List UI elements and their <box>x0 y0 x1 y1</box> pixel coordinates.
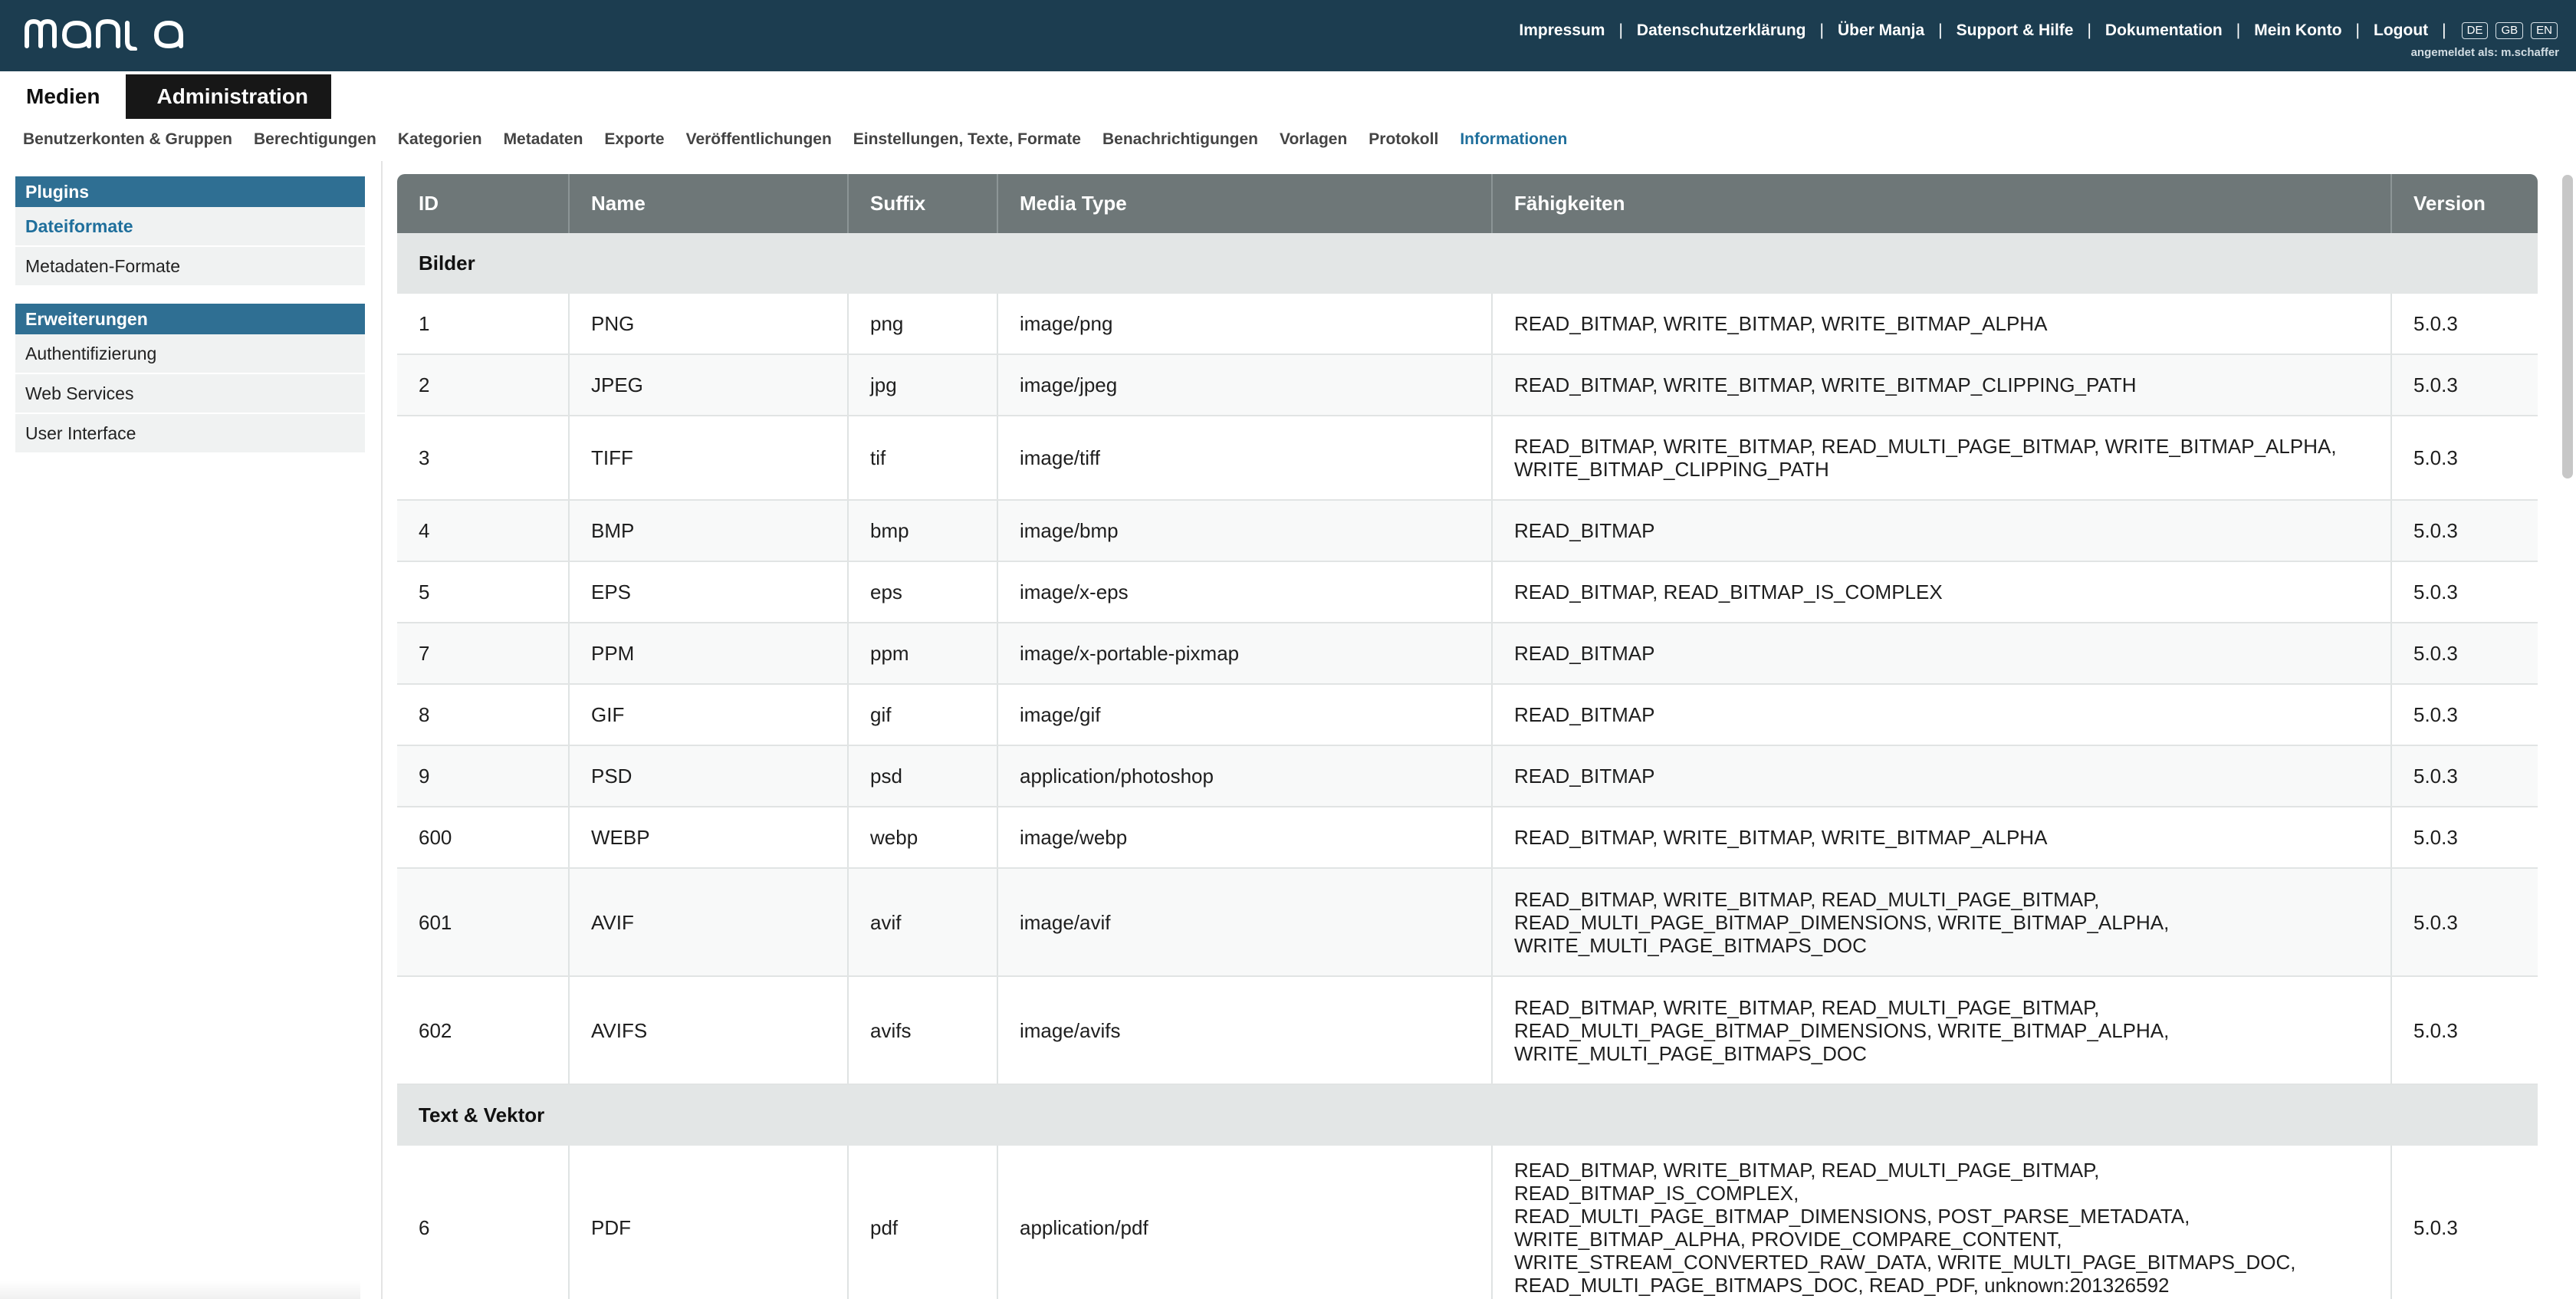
sidebar-item-authentication[interactable]: Authentifizierung <box>15 334 365 374</box>
cell-name: PNG <box>569 294 848 354</box>
main-tabs <box>0 74 331 119</box>
cell-media-type: image/avif <box>997 868 1492 976</box>
column-header-name[interactable]: Name <box>569 174 848 233</box>
cell-capabilities: READ_BITMAP, WRITE_BITMAP, WRITE_BITMAP_CLIPPING_PATH <box>1492 354 2391 416</box>
documentation-link[interactable]: Dokumentation <box>2104 21 2223 39</box>
cell-name: BMP <box>569 500 848 561</box>
file-formats-table <box>397 174 2538 1299</box>
cell-version: 5.0.3 <box>2391 976 2538 1084</box>
cell-suffix: eps <box>848 561 997 623</box>
sidebar-plugins-heading: Plugins <box>15 176 365 207</box>
table-row[interactable] <box>397 807 2538 868</box>
cell-version: 5.0.3 <box>2391 1146 2538 1299</box>
cell-id: 2 <box>397 354 569 416</box>
cell-name: AVIFS <box>569 976 848 1084</box>
bottom-shadow <box>0 1281 360 1299</box>
cell-media-type: application/pdf <box>997 1146 1492 1299</box>
cell-id: 1 <box>397 294 569 354</box>
table-row[interactable] <box>397 561 2538 623</box>
cell-capabilities: READ_BITMAP <box>1492 623 2391 684</box>
cell-capabilities: READ_BITMAP, WRITE_BITMAP, READ_MULTI_PAGE_BITMAP, READ_MULTI_PAGE_BITMAP_DIMENSIONS, WRITE_BITMAP_ALPHA, WRITE_MULTI_PAGE_BITMAPS_DOC <box>1492 868 2391 976</box>
cell-capabilities: READ_BITMAP <box>1492 745 2391 807</box>
cell-capabilities: READ_BITMAP, WRITE_BITMAP, READ_MULTI_PAGE_BITMAP, READ_BITMAP_IS_COMPLEX, READ_MULTI_PAGE_BITMAP_DIMENSIONS, POST_PARSE_METADATA, WRITE_BITMAP_ALPHA, PROVIDE_COMPARE_CONTENT, WRITE_STREAM_CONVERTED_RAW_DATA, WRITE_MULTI_PAGE_BITMAPS_DOC, READ_MULTI_PAGE_BITMAPS_DOC, READ_PDF, unknown:201326592 <box>1492 1146 2391 1299</box>
cell-suffix: jpg <box>848 354 997 416</box>
page-scrollbar-thumb[interactable] <box>2562 175 2573 478</box>
cell-id: 3 <box>397 416 569 500</box>
cell-suffix: ppm <box>848 623 997 684</box>
cell-name: TIFF <box>569 416 848 500</box>
cell-version: 5.0.3 <box>2391 868 2538 976</box>
cell-version: 5.0.3 <box>2391 684 2538 745</box>
cell-suffix: webp <box>848 807 997 868</box>
column-header-id[interactable]: ID <box>397 174 569 233</box>
sidebar-extensions <box>15 304 365 454</box>
table-body <box>397 233 2538 1299</box>
logout-link[interactable]: Logout <box>2374 21 2429 39</box>
lang-gb-button[interactable]: GB <box>2496 22 2523 39</box>
cell-version: 5.0.3 <box>2391 623 2538 684</box>
cell-id: 4 <box>397 500 569 561</box>
support-link[interactable]: Support & Hilfe <box>1956 21 2074 39</box>
lang-de-button[interactable]: DE <box>2462 22 2489 39</box>
cell-version: 5.0.3 <box>2391 500 2538 561</box>
subnav-settings[interactable]: Einstellungen, Texte, Formate <box>853 130 1081 148</box>
table-row[interactable] <box>397 500 2538 561</box>
table-row[interactable] <box>397 684 2538 745</box>
group-title: Text & Vektor <box>397 1084 2538 1146</box>
cell-media-type: image/jpeg <box>997 354 1492 416</box>
cell-version: 5.0.3 <box>2391 807 2538 868</box>
cell-media-type: image/avifs <box>997 976 1492 1084</box>
subnav-publications[interactable]: Veröffentlichungen <box>685 130 832 148</box>
cell-id: 7 <box>397 623 569 684</box>
subnav-accounts[interactable]: Benutzerkonten & Gruppen <box>23 130 233 148</box>
cell-version: 5.0.3 <box>2391 354 2538 416</box>
table-group-row <box>397 1084 2538 1146</box>
cell-media-type: image/x-eps <box>997 561 1492 623</box>
cell-suffix: gif <box>848 684 997 745</box>
cell-capabilities: READ_BITMAP <box>1492 684 2391 745</box>
cell-name: EPS <box>569 561 848 623</box>
cell-suffix: png <box>848 294 997 354</box>
cell-media-type: image/x-portable-pixmap <box>997 623 1492 684</box>
column-header-suffix[interactable]: Suffix <box>848 174 997 233</box>
cell-capabilities: READ_BITMAP, READ_BITMAP_IS_COMPLEX <box>1492 561 2391 623</box>
file-formats-table-wrapper <box>397 174 2538 1299</box>
cell-capabilities: READ_BITMAP <box>1492 500 2391 561</box>
tab-medien[interactable]: Medien <box>0 74 126 119</box>
table-row[interactable] <box>397 1146 2538 1299</box>
cell-id: 5 <box>397 561 569 623</box>
subnav-templates[interactable]: Vorlagen <box>1280 130 1348 148</box>
sidebar-plugins <box>15 176 365 287</box>
cell-media-type: image/png <box>997 294 1492 354</box>
cell-id: 6 <box>397 1146 569 1299</box>
table-row[interactable] <box>397 354 2538 416</box>
cell-media-type: image/webp <box>997 807 1492 868</box>
cell-name: PPM <box>569 623 848 684</box>
cell-id: 600 <box>397 807 569 868</box>
manja-logo[interactable] <box>23 15 189 51</box>
cell-version: 5.0.3 <box>2391 416 2538 500</box>
subnav-permissions[interactable]: Berechtigungen <box>254 130 376 148</box>
cell-media-type: application/photoshop <box>997 745 1492 807</box>
cell-suffix: tif <box>848 416 997 500</box>
sidebar-item-metadata-formats[interactable]: Metadaten-Formate <box>15 247 365 287</box>
column-header-version[interactable]: Version <box>2391 174 2538 233</box>
cell-name: PSD <box>569 745 848 807</box>
top-bar <box>0 0 2576 71</box>
cell-id: 8 <box>397 684 569 745</box>
logged-in-user: angemeldet als: m.schaffer <box>2410 46 2559 59</box>
account-link[interactable]: Mein Konto <box>2254 21 2342 39</box>
subnav-log[interactable]: Protokoll <box>1368 130 1439 148</box>
cell-capabilities: READ_BITMAP, WRITE_BITMAP, WRITE_BITMAP_ALPHA <box>1492 294 2391 354</box>
cell-version: 5.0.3 <box>2391 561 2538 623</box>
top-links: Impressum | Datenschutzerklärung | Über Manja | Support & Hilfe | Dokumentation | Mein Konto | Logout | DE GB EN <box>1519 21 2558 40</box>
table-group-row <box>397 233 2538 294</box>
cell-id: 601 <box>397 868 569 976</box>
privacy-link[interactable]: Datenschutzerklärung <box>1636 21 1806 39</box>
sidebar-item-file-formats[interactable]: Dateiformate <box>15 207 365 247</box>
group-title: Bilder <box>397 233 2538 294</box>
cell-suffix: psd <box>848 745 997 807</box>
cell-suffix: bmp <box>848 500 997 561</box>
cell-name: JPEG <box>569 354 848 416</box>
tab-administration[interactable]: Administration <box>126 74 331 119</box>
sidebar-item-user-interface[interactable]: User Interface <box>15 414 365 454</box>
cell-id: 9 <box>397 745 569 807</box>
subnav-notifications[interactable]: Benachrichtigungen <box>1102 130 1258 148</box>
cell-suffix: avifs <box>848 976 997 1084</box>
language-switcher <box>2462 22 2558 39</box>
content-divider <box>381 161 383 1299</box>
subnav-exports[interactable]: Exporte <box>604 130 665 148</box>
sidebar-extensions-heading: Erweiterungen <box>15 304 365 334</box>
about-link[interactable]: Über Manja <box>1837 21 1925 39</box>
table-header-row <box>397 174 2538 233</box>
sidebar <box>15 176 365 471</box>
cell-suffix: avif <box>848 868 997 976</box>
table-row[interactable] <box>397 623 2538 684</box>
table-row[interactable] <box>397 976 2538 1084</box>
cell-version: 5.0.3 <box>2391 745 2538 807</box>
cell-name: WEBP <box>569 807 848 868</box>
cell-capabilities: READ_BITMAP, WRITE_BITMAP, READ_MULTI_PAGE_BITMAP, READ_MULTI_PAGE_BITMAP_DIMENSIONS, WRITE_BITMAP_ALPHA, WRITE_MULTI_PAGE_BITMAPS_DOC <box>1492 976 2391 1084</box>
table-row[interactable] <box>397 416 2538 500</box>
column-header-capabilities[interactable]: Fähigkeiten <box>1492 174 2391 233</box>
impressum-link[interactable]: Impressum <box>1519 21 1605 39</box>
table-row[interactable] <box>397 294 2538 354</box>
subnav-categories[interactable]: Kategorien <box>397 130 482 148</box>
subnav-information[interactable]: Informationen <box>1460 130 1568 148</box>
cell-media-type: image/bmp <box>997 500 1492 561</box>
admin-subnav <box>23 130 1567 149</box>
cell-version: 5.0.3 <box>2391 294 2538 354</box>
cell-media-type: image/gif <box>997 684 1492 745</box>
sidebar-item-web-services[interactable]: Web Services <box>15 374 365 414</box>
lang-en-button[interactable]: EN <box>2531 22 2558 39</box>
cell-name: GIF <box>569 684 848 745</box>
table-row[interactable] <box>397 868 2538 976</box>
subnav-metadata[interactable]: Metadaten <box>503 130 583 148</box>
cell-capabilities: READ_BITMAP, WRITE_BITMAP, READ_MULTI_PAGE_BITMAP, WRITE_BITMAP_ALPHA, WRITE_BITMAP_CLIPPING_PATH <box>1492 416 2391 500</box>
cell-suffix: pdf <box>848 1146 997 1299</box>
cell-id: 602 <box>397 976 569 1084</box>
cell-capabilities: READ_BITMAP, WRITE_BITMAP, WRITE_BITMAP_ALPHA <box>1492 807 2391 868</box>
column-header-media-type[interactable]: Media Type <box>997 174 1492 233</box>
table-row[interactable] <box>397 745 2538 807</box>
cell-name: PDF <box>569 1146 848 1299</box>
cell-name: AVIF <box>569 868 848 976</box>
cell-media-type: image/tiff <box>997 416 1492 500</box>
